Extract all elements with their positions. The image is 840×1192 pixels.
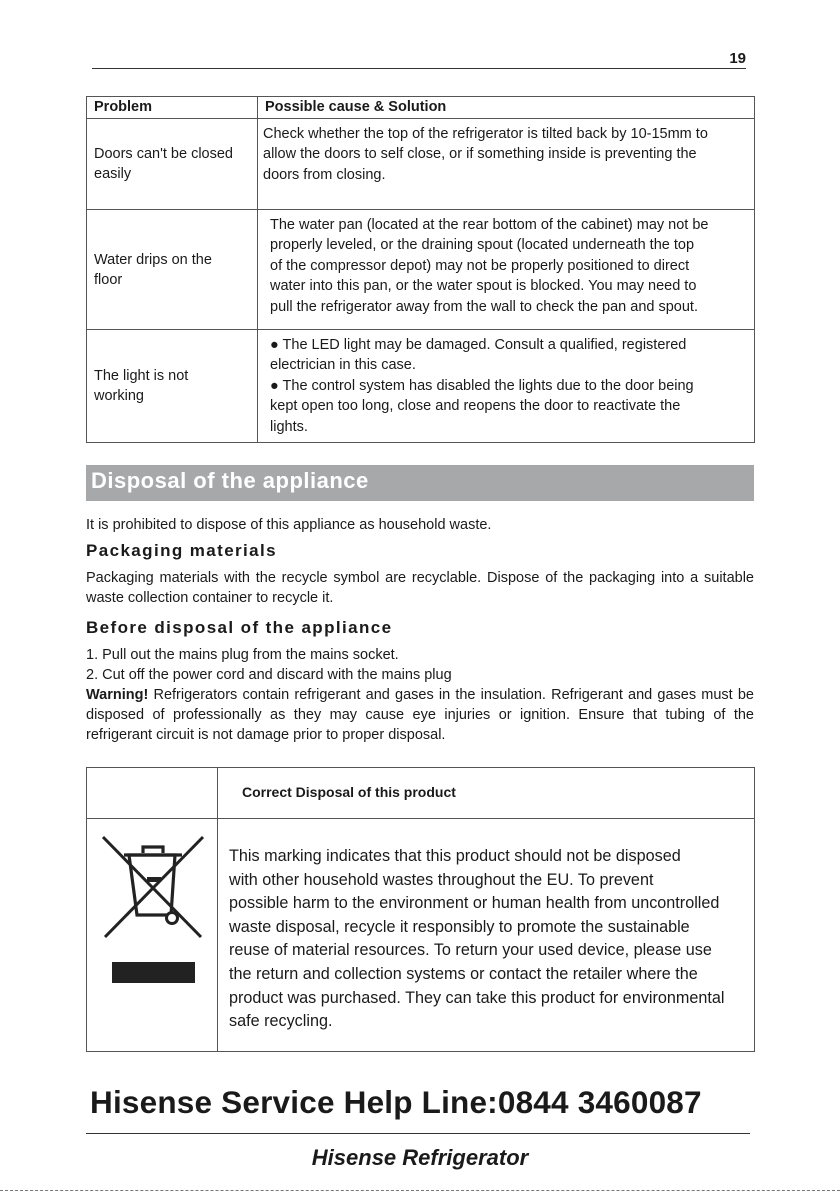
problem-line: working (94, 388, 144, 404)
weee-line: safe recycling. (229, 1012, 333, 1031)
troubleshooting-table (86, 96, 755, 443)
weee-line: This marking indicates that this product should not be disposed (229, 847, 681, 865)
warning-label: Warning! (86, 687, 149, 703)
weee-header-row (87, 768, 755, 819)
weee-line: product was purchased. They can take this product for environmental (229, 988, 725, 1007)
solution-line: pull the refrigerator away from the wall to check the pan and spout. (270, 298, 698, 315)
solution-line: ● The control system has disabled the lights due to the door being (270, 377, 694, 394)
header-problem: Problem (87, 97, 258, 119)
weee-line: waste disposal, recycle it responsibly to promote the sustainable (229, 917, 690, 936)
weee-line: reuse of material resources. To return your used device, please use (229, 941, 712, 960)
problem-cell (87, 119, 258, 210)
footer-rule (86, 1133, 750, 1134)
service-helpline: Hisense Service Help Line:0844 3460087 (90, 1084, 702, 1120)
solution-line: water into this pan, or the water spout is blocked. You may need to (270, 278, 697, 295)
table-row (87, 210, 755, 330)
crossed-out-wheelie-bin-icon (87, 819, 218, 1046)
weee-disposal-box (86, 767, 755, 1052)
solution-line: kept open too long, close and reopens the door to reactivate the (270, 398, 681, 415)
section-title: Disposal of the appliance (91, 468, 369, 493)
warning-text: Refrigerators contain refrigerant and gases in the insulation. Refrigerant and gases must be disposed of professionally as they may cause eye injuries or ignition. Ensure that tubing of the refrigerant circuit is not damage prior to proper disposal. (86, 687, 754, 743)
solution-line: Check whether the top of the refrigerator is tilted back by 10-15mm to (263, 126, 708, 142)
problem-line: Doors can't be closed (94, 146, 233, 162)
solution-cell (258, 330, 755, 443)
solution-line: lights. (270, 418, 308, 435)
weee-line: possible harm to the environment or human health from uncontrolled (229, 894, 720, 913)
table-row (87, 119, 755, 210)
weee-text (218, 819, 754, 1044)
empty-cell (87, 768, 218, 819)
step-item: 1. Pull out the mains plug from the mains socket. (86, 647, 399, 663)
brand-footer: Hisense Refrigerator (311, 1145, 529, 1170)
weee-text-cell (218, 819, 755, 1052)
solution-cell (258, 210, 755, 330)
weee-heading-cell (218, 768, 755, 819)
solution-line: of the compressor depot) may not be properly positioned to direct (270, 257, 690, 274)
weee-icon-cell (87, 819, 218, 1052)
page-number: 19 (729, 50, 746, 67)
solution-line: electrician in this case. (270, 357, 416, 374)
header-solution: Possible cause & Solution (258, 97, 755, 119)
solution-line: allow the doors to self close, or if something inside is preventing the (263, 146, 697, 163)
solution-line: ● The LED light may be damaged. Consult a qualified, registered (270, 337, 687, 353)
weee-heading: Correct Disposal of this product (242, 784, 456, 800)
solution-cell (258, 119, 755, 210)
disposal-intro: It is prohibited to dispose of this appliance as household waste. (86, 517, 492, 533)
weee-line: with other household wastes throughout the EU. To prevent (229, 870, 654, 889)
problem-cell (87, 210, 258, 330)
weee-line: the return and collection systems or contact the retailer where the (229, 964, 698, 983)
table-header-row (87, 97, 755, 119)
solution-line: properly leveled, or the draining spout (located underneath the top (270, 237, 695, 254)
weee-content-row (87, 819, 755, 1052)
warning-paragraph (86, 685, 754, 745)
problem-line: floor (94, 271, 123, 288)
header-rule (92, 68, 746, 69)
table-row (87, 330, 755, 443)
section-title-bar (86, 465, 754, 501)
disposal-steps (86, 645, 754, 745)
problem-line: easily (94, 166, 132, 182)
step-item: 2. Cut off the power cord and discard with the mains plug (86, 667, 452, 683)
page-edge-rule (0, 1190, 840, 1191)
before-disposal-heading: Before disposal of the appliance (86, 618, 393, 637)
packaging-text: Packaging materials with the recycle symbol are recyclable. Dispose of the packaging into a suitable waste collection container to recycle it. (86, 570, 754, 606)
problem-line: The light is not (94, 368, 189, 384)
problem-cell (87, 330, 258, 443)
packaging-heading: Packaging materials (86, 541, 278, 560)
problem-line: Water drips on the (94, 251, 212, 268)
solution-line: doors from closing. (263, 166, 386, 183)
solution-line: The water pan (located at the rear bottom of the cabinet) may not be (270, 217, 709, 233)
